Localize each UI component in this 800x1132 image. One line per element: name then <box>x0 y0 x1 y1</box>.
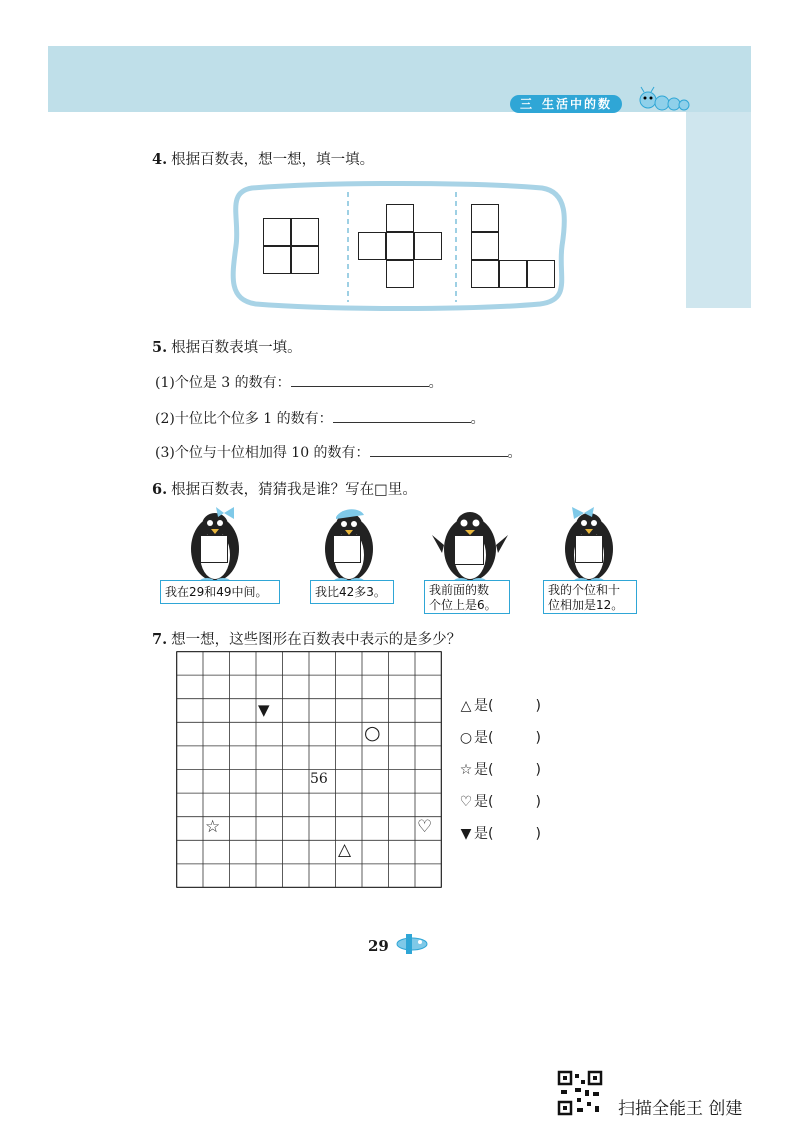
clue-2-line1: 我比42多3。 <box>315 585 386 599</box>
star-symbol: ☆ <box>205 817 221 837</box>
clue-3-line1: 我前面的数 <box>429 583 490 597</box>
page-number: 29 <box>368 937 389 955</box>
q4-title <box>152 148 374 169</box>
clue-4-line2: 位相加是12。 <box>548 598 624 612</box>
answer-row-triangle <box>458 695 541 727</box>
penguin-4-answer-box[interactable] <box>575 535 603 563</box>
heart-symbol: ♡ <box>417 817 433 837</box>
clue-1-line1: 我在29和49中间。 <box>165 585 268 599</box>
answer-text[interactable]: 是( ) <box>474 762 541 778</box>
q5-item-2 <box>155 408 485 428</box>
q6-title <box>152 478 417 499</box>
triangle-symbol: △ <box>338 840 352 860</box>
q6-text: 根据百数表，猜猜我是谁？写在□里。 <box>171 482 417 498</box>
q5-number: 5. <box>152 339 168 356</box>
q7-title <box>152 628 461 649</box>
shape2-cell <box>386 260 414 288</box>
answer-text[interactable]: 是( ) <box>474 730 541 746</box>
answer-text[interactable]: 是( ) <box>474 794 541 810</box>
q5-item-end: 。 <box>428 375 443 391</box>
q7-number: 7. <box>152 631 168 648</box>
q7-text: 想一想，这些图形在百数表中表示的是多少？ <box>171 632 462 648</box>
shape3-cell <box>471 232 499 260</box>
shape2-cell <box>386 204 414 232</box>
answer-symbol: ♡ <box>459 794 473 810</box>
q5-item-label: (3)个位与十位相加得 10 的数有： <box>155 445 370 461</box>
answer-symbol: ☆ <box>459 762 473 778</box>
answer-symbol: ○ <box>459 730 473 746</box>
shape2-cell <box>386 232 414 260</box>
q4-text: 根据百数表，想一想，填一填。 <box>171 152 375 168</box>
answer-row-star <box>458 759 541 791</box>
answer-symbol: △ <box>460 698 472 714</box>
shape3-cell <box>499 260 527 288</box>
airplane-icon <box>394 928 430 956</box>
grid-number-56: 56 <box>310 771 328 787</box>
shape1-cell <box>291 218 319 246</box>
shape1-cell <box>263 218 291 246</box>
penguin-1-answer-box[interactable] <box>200 535 228 563</box>
shape2-cell <box>358 232 386 260</box>
clue-bubble-2 <box>310 580 394 604</box>
chapter-title: 生活中的数 <box>542 97 613 111</box>
answer-row-circle <box>458 727 541 759</box>
q5-item-3 <box>155 442 522 462</box>
q5-item-end: 。 <box>507 445 522 461</box>
scanner-watermark: 扫描全能王 创建 <box>618 1099 743 1119</box>
answer-blank[interactable] <box>370 442 508 457</box>
q5-text: 根据百数表填一填。 <box>171 340 302 356</box>
clue-4-line1: 我的个位和十 <box>548 583 621 597</box>
answer-blank[interactable] <box>291 372 429 387</box>
side-band <box>686 112 751 308</box>
chapter-number: 三 <box>520 97 535 111</box>
q7-answers <box>458 695 541 855</box>
shape1-cell <box>291 246 319 274</box>
clue-bubble-3 <box>424 580 510 614</box>
answer-row-heart <box>458 791 541 823</box>
shape3-cell <box>471 260 499 288</box>
answer-blank[interactable] <box>333 408 471 423</box>
clue-bubble-4 <box>543 580 637 614</box>
shape3-cell <box>471 204 499 232</box>
triangle-down-symbol: ▼ <box>258 701 270 719</box>
q5-item-1 <box>155 372 443 392</box>
answer-text[interactable]: 是( ) <box>474 826 541 842</box>
penguin-3-answer-box[interactable] <box>454 535 484 565</box>
answer-row-triangle-down <box>458 823 541 855</box>
q4-number: 4. <box>152 151 168 168</box>
q5-item-end: 。 <box>470 411 485 427</box>
q5-item-label: (1)个位是 3 的数有： <box>155 375 291 391</box>
answer-text[interactable]: 是( ) <box>474 698 541 714</box>
shape3-cell <box>527 260 555 288</box>
q5-title <box>152 336 302 357</box>
clue-3-line2: 个位上是6。 <box>429 598 497 612</box>
chapter-tag <box>510 95 622 113</box>
shape1-cell <box>263 246 291 274</box>
q6-number: 6. <box>152 481 168 498</box>
caterpillar-icon <box>638 86 690 114</box>
penguin-2-answer-box[interactable] <box>333 535 361 563</box>
shape2-cell <box>414 232 442 260</box>
q5-item-label: (2)十位比个位多 1 的数有： <box>155 411 333 427</box>
clue-bubble-1 <box>160 580 280 604</box>
answer-symbol: ▼ <box>460 826 472 842</box>
grid-symbols <box>176 651 442 888</box>
circle-symbol: ○ <box>364 722 381 744</box>
qr-code-icon <box>557 1070 603 1116</box>
